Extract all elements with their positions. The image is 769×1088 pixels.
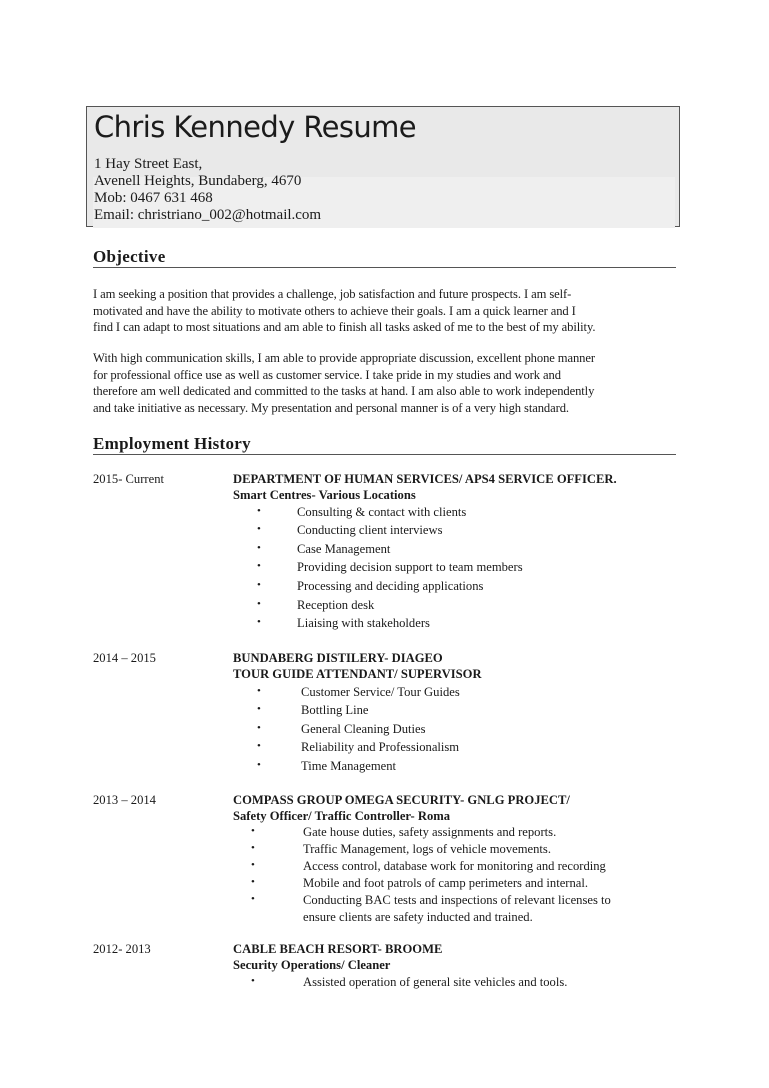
job-company: DEPARTMENT OF HUMAN SERVICES/ APS4 SERVICE OFFICER.: [233, 472, 617, 486]
resume-header: [86, 106, 680, 227]
bullet-icon: •: [251, 876, 255, 888]
mobile-number: Mob: 0467 631 468: [94, 190, 213, 206]
resume-title: Chris Kennedy Resume: [94, 110, 417, 144]
bullet-icon: •: [257, 616, 261, 628]
bullet-icon: •: [251, 893, 255, 905]
job-date: 2015- Current: [93, 472, 164, 486]
objective-divider: [93, 267, 676, 268]
email-address: Email: christriano_002@hotmail.com: [94, 207, 322, 223]
objective-line: motivated and have the ability to motivate others to achieve their goals. I am a quick learner and I: [93, 303, 576, 318]
address-line-1: 1 Hay Street East,: [94, 156, 203, 172]
job-company: COMPASS GROUP OMEGA SECURITY- GNLG PROJECT/: [233, 793, 570, 807]
job-role: Safety Officer/ Traffic Controller- Roma: [233, 809, 451, 823]
bullet-icon: •: [257, 579, 261, 591]
employment-heading: Employment History: [93, 434, 251, 453]
objective-line: I am seeking a position that provides a challenge, job satisfaction and future prospects. I am self-: [93, 287, 572, 301]
bullet-icon: •: [257, 505, 261, 517]
bullet-icon: •: [251, 859, 255, 871]
bullet-icon: •: [257, 685, 261, 697]
bullet-icon: •: [257, 740, 261, 752]
employment-divider: [93, 454, 676, 455]
job-role: TOUR GUIDE ATTENDANT/ SUPERVISOR: [233, 667, 482, 681]
objective-line: and take initiative as necessary. My presentation and personal manner is of a very high standard.: [93, 400, 569, 415]
bullet-icon: •: [257, 703, 261, 715]
objective-line: With high communication skills, I am able to provide appropriate discussion, excellent phone manner: [93, 351, 595, 365]
job-company: BUNDABERG DISTILERY- DIAGEO: [233, 651, 443, 665]
job-date: 2014 – 2015: [93, 651, 156, 665]
bullet-icon: •: [257, 759, 261, 771]
bullet-icon: •: [257, 560, 261, 572]
job-date: 2012- 2013: [93, 942, 151, 956]
bullet-icon: •: [251, 975, 255, 987]
objective-line: find I can adapt to most situations and am able to finish all tasks asked of me to the best of my ability.: [93, 320, 596, 334]
bullet-icon: •: [251, 825, 255, 837]
objective-paragraph-2: [93, 350, 683, 416]
objective-line: therefore am well dedicated and committed to the tasks at hand. I am also able to work independently: [93, 384, 595, 398]
job-role: Smart Centres- Various Locations: [233, 488, 416, 502]
resume-page: Chris Kennedy Resume 1 Hay Street East, Avenell Heights, Bundaberg, 4670 Mob: 0467 631 468 Email: christriano_002@hotmail.com Objective I am seeking a position that provides a challenge, job satisfaction and future prospects. I am self- motivated and have the ability to motivate others to achieve their goals. I am a quick learner and I find I can adapt to most situations and am able to finish all tasks asked of me to the best of my ability. With high communication skills, I am able to provide appropriate discussion, excellent phone manner for professional office use as well as customer service. I take pride in my studies and work and therefore am well dedicated and committed to the tasks at hand. I am also able to work independently and take initiative as necessary. My presentation and personal manner is of a very high standard. Employment History 2015- Current DEPARTMENT OF HUMAN SERVICES/ APS4 SERVICE OFFICER. Smart Centres- Various Locations • Consulting & contact with clients • Conducting client interviews • Case Management • Providing decision support to team members • Processing and deciding applications • Reception desk • Liaising with stakeholders 2014 – 2015 BUNDABERG DISTILERY- DIAGEO TOUR GUIDE ATTENDANT/ SUPERVISOR • Customer Service/ Tour Guides • Bottling Line • General Cleaning Duties • Reliability and Professionalism • Time Management 2013 – 2014 COMPASS GROUP OMEGA SECURITY- GNLG PROJECT/ Safety Officer/ Traffic Controller- Roma • Gate house duties, safety assignments and reports. • Traffic Management, logs of vehicle movements. • Access control, database work for monitoring and recording • Mobile and foot patrols of camp perimeters and internal. • Conducting BAC tests and inspections of relevant licenses to ensure clients are safety inducted and trained. 2012- 2013 CABLE BEACH RESORT- BROOME Security Operations/ Cleaner • Assisted operation of general site vehicles and tools.: [0, 0, 769, 1088]
objective-heading: Objective: [93, 247, 166, 266]
bullet-icon: •: [257, 722, 261, 734]
job-date: 2013 – 2014: [93, 793, 156, 807]
address-line-2: Avenell Heights, Bundaberg, 4670: [94, 173, 302, 189]
objective-line: for professional office use as well as customer service. I take pride in my studies and work and: [93, 367, 561, 382]
bullet-icon: •: [257, 523, 261, 535]
job-company: CABLE BEACH RESORT- BROOME: [233, 942, 443, 956]
bullet-icon: •: [257, 598, 261, 610]
objective-paragraph-1: [93, 286, 683, 336]
bullet-icon: •: [251, 842, 255, 854]
job-role: Security Operations/ Cleaner: [233, 958, 391, 972]
bullet-icon: •: [257, 542, 261, 554]
